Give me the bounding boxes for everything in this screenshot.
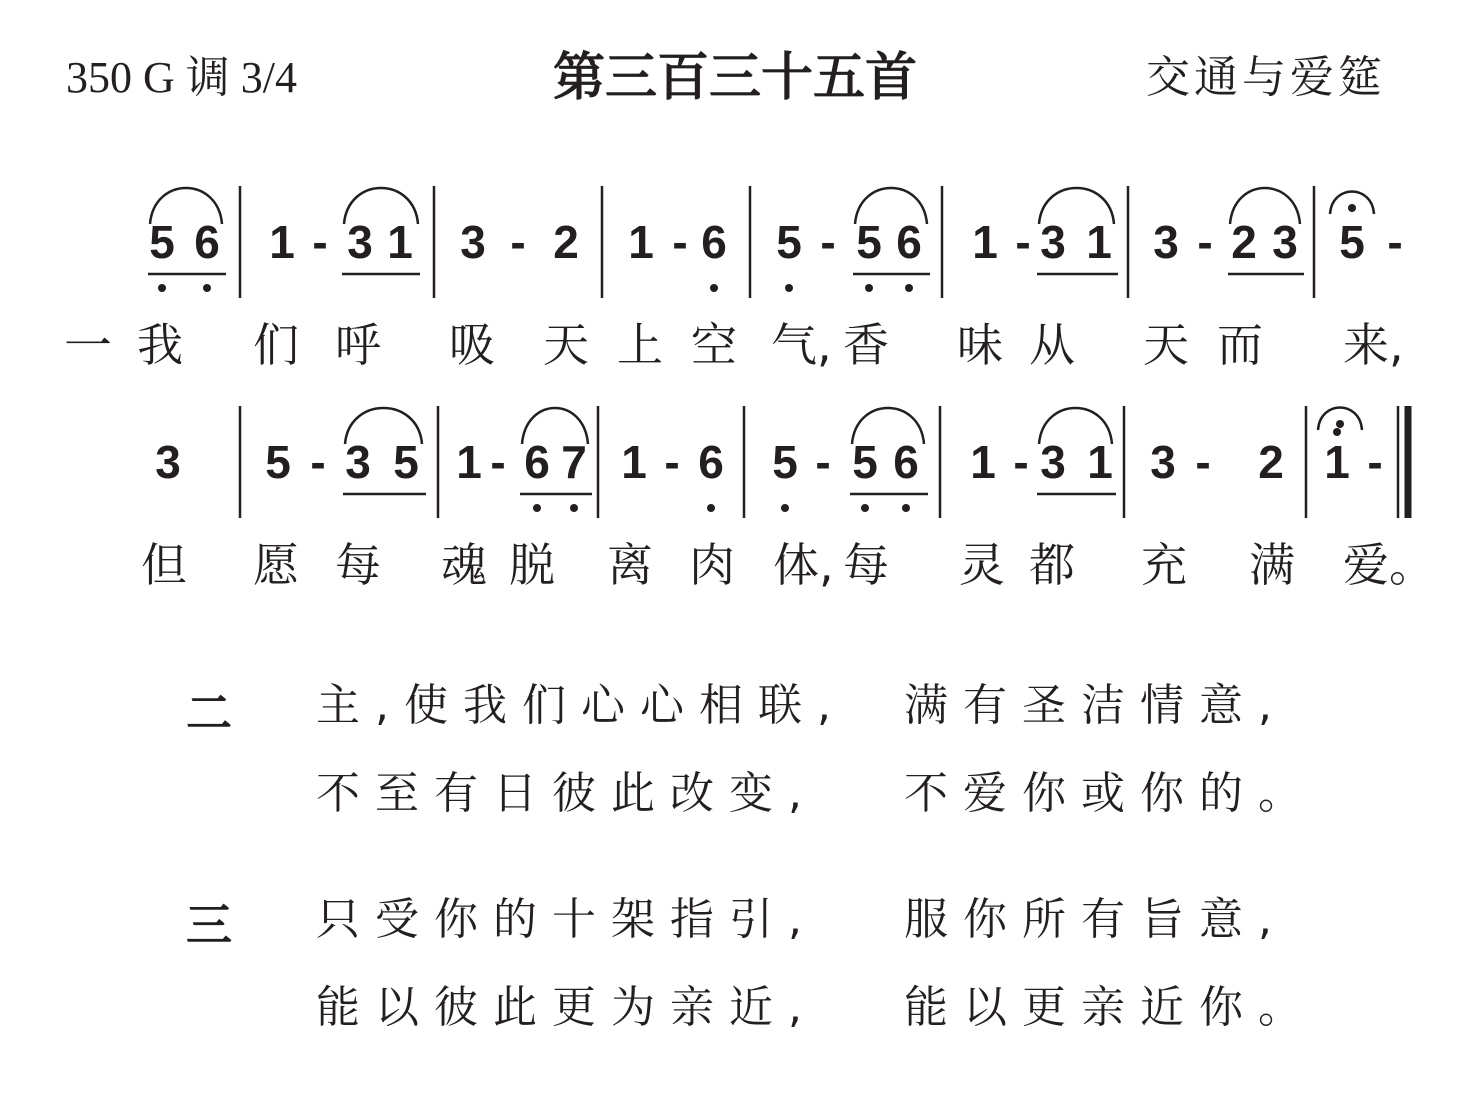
note: 3: [1040, 216, 1066, 268]
lyric-syllable: 而: [1217, 318, 1263, 372]
note: 5: [852, 436, 878, 488]
verse-2-line-2-first-half: 不至有日彼此改变,: [316, 768, 817, 819]
verse-3-line-2-first-half: 能以彼此更为亲近,: [316, 982, 817, 1033]
octave-dot: [902, 504, 910, 512]
lyric-syllable: 气,: [771, 318, 832, 372]
note: 1: [970, 436, 996, 488]
lyric-syllable: 满: [1249, 538, 1295, 592]
duration-dash: -: [1387, 216, 1403, 268]
note: 1: [1324, 436, 1350, 488]
note: 1: [972, 216, 998, 268]
lyric-syllable: 来,: [1343, 318, 1404, 372]
lyric-syllable: 肉: [689, 538, 735, 592]
duration-dash: -: [820, 216, 836, 268]
octave-dot: [570, 504, 578, 512]
note: 1: [269, 216, 295, 268]
duration-dash: -: [312, 216, 328, 268]
lyric-syllable: 从: [1029, 318, 1075, 372]
hymn-source: 交通与爱筵: [1146, 52, 1386, 103]
lyric-syllable: 脱: [509, 538, 555, 592]
note: 3: [1150, 436, 1176, 488]
verse-2-number: 二: [186, 686, 232, 740]
note: 6: [524, 436, 550, 488]
note: 3: [155, 436, 181, 488]
note: 6: [698, 436, 724, 488]
verse-3-number: 三: [186, 898, 232, 952]
key-and-meter: 350 G 调 3/4: [66, 53, 297, 102]
octave-dot: [710, 284, 718, 292]
note: 6: [896, 216, 922, 268]
lyric-syllable: 香: [843, 318, 889, 372]
fermata-dot: [1336, 420, 1344, 428]
lyric-syllable: 爱。: [1343, 538, 1435, 592]
duration-dash: -: [672, 216, 688, 268]
octave-dot: [861, 504, 869, 512]
verse-1-number: 一: [64, 318, 113, 374]
lyric-syllable: 愿: [253, 538, 299, 592]
lyric-syllable: 们: [253, 318, 299, 372]
note: 3: [460, 216, 486, 268]
note: 6: [893, 436, 919, 488]
note: 5: [856, 216, 882, 268]
octave-dot: [1333, 428, 1341, 436]
verse-3-line-1-second-half: 服你所有旨意,: [904, 894, 1287, 945]
note: 1: [1087, 436, 1113, 488]
note: 3: [1153, 216, 1179, 268]
lyric-syllable: 空: [691, 318, 737, 372]
octave-dot: [158, 284, 166, 292]
verse-3-line-1-first-half: 只受你的十架指引,: [316, 894, 817, 945]
lyric-syllable: 上: [617, 318, 663, 372]
note: 3: [1040, 436, 1066, 488]
octave-dot: [781, 504, 789, 512]
hymn-title: 第三百三十五首: [552, 48, 917, 108]
note: 3: [347, 216, 373, 268]
lyric-syllable: 天: [543, 318, 589, 372]
note: 5: [149, 216, 175, 268]
note: 5: [265, 436, 291, 488]
note: 5: [772, 436, 798, 488]
lyric-syllable: 每: [843, 538, 889, 592]
octave-dot: [533, 504, 541, 512]
duration-dash: -: [510, 216, 526, 268]
note: 5: [776, 216, 802, 268]
lyric-syllable: 呼: [335, 318, 381, 372]
duration-dash: -: [1015, 216, 1031, 268]
lyric-syllable: 魂: [441, 538, 487, 592]
fermata-dot: [1348, 204, 1356, 212]
lyric-syllable: 都: [1029, 538, 1075, 592]
note: 1: [621, 436, 647, 488]
note: 5: [1339, 216, 1365, 268]
verse-2-line-2-second-half: 不爱你或你的。: [904, 768, 1317, 819]
lyric-syllable: 离: [607, 538, 653, 592]
note: 3: [345, 436, 371, 488]
lyric-syllable: 但: [141, 538, 187, 592]
lyric-syllable: 天: [1143, 318, 1189, 372]
octave-dot: [203, 284, 211, 292]
octave-dot: [905, 284, 913, 292]
octave-dot: [707, 504, 715, 512]
note: 6: [701, 216, 727, 268]
note: 3: [1272, 216, 1298, 268]
note: 5: [393, 436, 419, 488]
duration-dash: -: [1195, 436, 1211, 488]
lyric-syllable: 充: [1141, 538, 1187, 592]
lyric-syllable: 我: [137, 318, 183, 372]
note: 1: [387, 216, 413, 268]
note: 1: [456, 436, 482, 488]
lyric-syllable: 味: [957, 318, 1003, 372]
note: 2: [1258, 436, 1284, 488]
lyric-syllable: 灵: [959, 538, 1005, 592]
note: 1: [1086, 216, 1112, 268]
note: 2: [1231, 216, 1257, 268]
lyric-syllable: 体,: [773, 538, 834, 592]
duration-dash: -: [1013, 436, 1029, 488]
lyric-syllable: 吸: [449, 318, 495, 372]
lyric-syllable: 每: [335, 538, 381, 592]
octave-dot: [865, 284, 873, 292]
verse-2-line-1-first-half: 主,使我们心心相联,: [316, 680, 846, 731]
note: 1: [628, 216, 654, 268]
duration-dash: -: [815, 436, 831, 488]
duration-dash: -: [490, 436, 506, 488]
duration-dash: -: [310, 436, 326, 488]
note: 2: [553, 216, 579, 268]
verse-3-line-2-second-half: 能以更亲近你。: [904, 982, 1317, 1033]
note: 7: [561, 436, 587, 488]
duration-dash: -: [664, 436, 680, 488]
duration-dash: -: [1197, 216, 1213, 268]
note: 6: [194, 216, 220, 268]
octave-dot: [785, 284, 793, 292]
verse-2-line-1-second-half: 满有圣洁情意,: [904, 680, 1287, 731]
duration-dash: -: [1367, 436, 1383, 488]
